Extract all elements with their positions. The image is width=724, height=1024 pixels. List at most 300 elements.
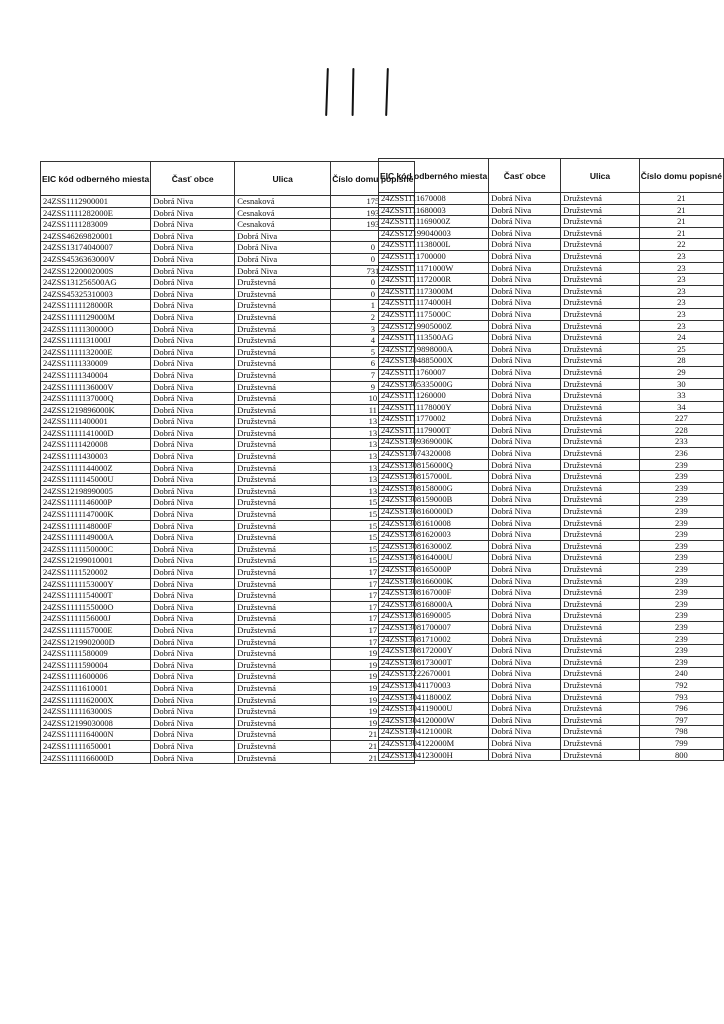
- table-row: [41, 242, 415, 254]
- cell-cislo-domu: 13: [331, 416, 415, 428]
- table-row: [379, 610, 724, 622]
- table-row: [41, 253, 415, 265]
- cell-cast-obce: Dobrá Niva: [151, 648, 235, 660]
- cell-cislo-domu: 19: [331, 706, 415, 718]
- table-row: [379, 250, 724, 262]
- table-body: [41, 196, 415, 764]
- cell-eic-code: 24ZSS1308164000U: [379, 552, 489, 564]
- header-cast-obce: Časť obce: [489, 159, 561, 193]
- cell-ulica: Družstevná: [235, 462, 331, 474]
- table-row: [41, 601, 415, 613]
- header-ulica: Ulica: [235, 162, 331, 196]
- cell-ulica: Družstevná: [561, 459, 640, 471]
- cell-ulica: Družstevná: [235, 659, 331, 671]
- cell-cast-obce: Dobrá Niva: [151, 543, 235, 555]
- cell-cast-obce: Dobrá Niva: [489, 645, 561, 657]
- table-row: [41, 706, 415, 718]
- cell-cast-obce: Dobrá Niva: [489, 378, 561, 390]
- cell-cast-obce: Dobrá Niva: [489, 494, 561, 506]
- table-row: [41, 740, 415, 752]
- cell-cast-obce: Dobrá Niva: [489, 390, 561, 402]
- table-row: [379, 285, 724, 297]
- cell-ulica: Družstevná: [235, 311, 331, 323]
- table-row: [379, 216, 724, 228]
- cell-ulica: Družstevná: [235, 427, 331, 439]
- cell-cast-obce: Dobrá Niva: [489, 274, 561, 286]
- cell-cislo-domu: 239: [639, 517, 723, 529]
- header-cislo: Číslo domu popisné: [331, 162, 415, 196]
- cell-cislo-domu: 10: [331, 393, 415, 405]
- cell-cislo-domu: 21: [639, 216, 723, 228]
- table-row: [379, 204, 724, 216]
- cell-cast-obce: Dobrá Niva: [151, 613, 235, 625]
- cell-cast-obce: Dobrá Niva: [489, 424, 561, 436]
- cell-eic-code: 24ZSS13222670001: [379, 668, 489, 680]
- cell-cislo-domu: 239: [639, 645, 723, 657]
- cell-cast-obce: Dobrá Niva: [489, 749, 561, 761]
- cell-cislo-domu: 5: [331, 346, 415, 358]
- cell-cislo-domu: 792: [639, 679, 723, 691]
- cell-eic-code: 24ZSS13081700007: [379, 621, 489, 633]
- cell-eic-code: 24ZSS1308160000D: [379, 506, 489, 518]
- cell-eic-code: 24ZSS1111166000D: [41, 752, 151, 764]
- table-row: [41, 485, 415, 497]
- cell-eic-code: 24ZSS4536363000V: [41, 253, 151, 265]
- table-row: [41, 196, 415, 208]
- table-row: [379, 564, 724, 576]
- table-row: [41, 381, 415, 393]
- cell-cast-obce: Dobrá Niva: [151, 369, 235, 381]
- header-ulica: Ulica: [561, 159, 640, 193]
- cell-ulica: Družstevná: [235, 624, 331, 636]
- cell-cast-obce: Dobrá Niva: [151, 740, 235, 752]
- cell-eic-code: 24ZSS1111260000: [379, 390, 489, 402]
- cell-cast-obce: Dobrá Niva: [151, 532, 235, 544]
- cell-cislo-domu: 17: [331, 624, 415, 636]
- cell-cislo-domu: 22: [639, 239, 723, 251]
- cell-ulica: Družstevná: [235, 578, 331, 590]
- cell-ulica: Družstevná: [235, 439, 331, 451]
- cell-cast-obce: Dobrá Niva: [151, 706, 235, 718]
- table-row: [379, 598, 724, 610]
- cell-ulica: Družstevná: [561, 343, 640, 355]
- cell-cislo-domu: 193: [331, 207, 415, 219]
- table-row: [379, 378, 724, 390]
- cell-ulica: Družstevná: [561, 564, 640, 576]
- cell-cislo-domu: 793: [639, 691, 723, 703]
- header-cast-obce: Časť obce: [151, 162, 235, 196]
- cell-eic-code: 24ZSS1111610001: [41, 682, 151, 694]
- table-row: [379, 262, 724, 274]
- cell-eic-code: 24ZSS1111147000K: [41, 509, 151, 521]
- cell-ulica: Družstevná: [235, 671, 331, 683]
- cell-eic-code: 24ZSS12198990005: [41, 485, 151, 497]
- cell-cislo-domu: 796: [639, 703, 723, 715]
- cell-eic-code: 24ZSS1111330009: [41, 358, 151, 370]
- table-row: [379, 297, 724, 309]
- table-row: [379, 227, 724, 239]
- table-row: [379, 726, 724, 738]
- cell-cast-obce: Dobrá Niva: [151, 196, 235, 208]
- cell-cast-obce: Dobrá Niva: [489, 401, 561, 413]
- cell-ulica: Družstevná: [561, 656, 640, 668]
- cell-eic-code: 24ZSS1111148000F: [41, 520, 151, 532]
- table-row: [379, 737, 724, 749]
- table-row: [41, 543, 415, 555]
- cell-cast-obce: Dobrá Niva: [489, 633, 561, 645]
- cell-cast-obce: Dobrá Niva: [489, 564, 561, 576]
- cell-cast-obce: Dobrá Niva: [489, 656, 561, 668]
- table-row: [41, 613, 415, 625]
- table-row: [41, 451, 415, 463]
- cell-eic-code: 24ZSS1111179000T: [379, 424, 489, 436]
- cell-eic-code: 24ZSS1308157000L: [379, 471, 489, 483]
- cell-cislo-domu: 0: [331, 277, 415, 289]
- cell-eic-code: 24ZSS1308173000T: [379, 656, 489, 668]
- cell-ulica: Družstevná: [235, 543, 331, 555]
- cell-ulica: Družstevná: [235, 451, 331, 463]
- cell-ulica: Družstevná: [561, 355, 640, 367]
- cell-eic-code: 24ZSS11111650001: [41, 740, 151, 752]
- table-row: [379, 517, 724, 529]
- cell-eic-code: 24ZSS1111169000Z: [379, 216, 489, 228]
- cell-ulica: Družstevná: [235, 729, 331, 741]
- cell-ulica: Družstevná: [235, 740, 331, 752]
- cell-cislo-domu: 13: [331, 474, 415, 486]
- cell-ulica: Družstevná: [561, 540, 640, 552]
- cell-ulica: Cesnaková: [235, 207, 331, 219]
- cell-ulica: Družstevná: [561, 448, 640, 460]
- table-row: [379, 552, 724, 564]
- cell-cast-obce: Dobrá Niva: [151, 694, 235, 706]
- cell-eic-code: 24ZSS1309369000K: [379, 436, 489, 448]
- cell-cislo-domu: 15: [331, 543, 415, 555]
- cell-cast-obce: Dobrá Niva: [151, 717, 235, 729]
- cell-eic-code: 24ZSS1304123000H: [379, 749, 489, 761]
- cell-cislo-domu: 19: [331, 694, 415, 706]
- cell-cast-obce: Dobrá Niva: [489, 239, 561, 251]
- cell-eic-code: 24ZSS1308159000B: [379, 494, 489, 506]
- cell-cast-obce: Dobrá Niva: [489, 204, 561, 216]
- table-row: [41, 369, 415, 381]
- cell-cast-obce: Dobrá Niva: [489, 471, 561, 483]
- cell-cast-obce: Dobrá Niva: [489, 308, 561, 320]
- cell-ulica: Družstevná: [561, 216, 640, 228]
- cell-eic-code: 24ZSS1111400001: [41, 416, 151, 428]
- cell-ulica: Družstevná: [561, 668, 640, 680]
- table-row: [379, 274, 724, 286]
- cell-ulica: Družstevná: [561, 703, 640, 715]
- cell-ulica: Družstevná: [561, 645, 640, 657]
- cell-cislo-domu: 13: [331, 485, 415, 497]
- cell-cislo-domu: 17: [331, 590, 415, 602]
- eic-table-right: [378, 158, 724, 761]
- cell-cast-obce: Dobrá Niva: [151, 601, 235, 613]
- cell-cast-obce: Dobrá Niva: [489, 250, 561, 262]
- cell-cislo-domu: 15: [331, 520, 415, 532]
- cell-eic-code: 24ZSS1304120000W: [379, 714, 489, 726]
- table-row: [41, 358, 415, 370]
- cell-cast-obce: Dobrá Niva: [489, 413, 561, 425]
- cell-eic-code: 24ZSS1111157000E: [41, 624, 151, 636]
- table-row: [379, 703, 724, 715]
- cell-eic-code: 24ZSS1111173000M: [379, 285, 489, 297]
- table-row: [41, 729, 415, 741]
- cell-ulica: Družstevná: [235, 358, 331, 370]
- table-row: [41, 323, 415, 335]
- table-row: [41, 590, 415, 602]
- cell-ulica: Družstevná: [235, 369, 331, 381]
- cell-ulica: Družstevná: [561, 436, 640, 448]
- cell-cast-obce: Dobrá Niva: [489, 668, 561, 680]
- cell-eic-code: 24ZSS13174040007: [41, 242, 151, 254]
- cell-eic-code: 24ZSS1219902000D: [41, 636, 151, 648]
- cell-eic-code: 24ZSS1111150000C: [41, 543, 151, 555]
- cell-cislo-domu: 239: [639, 621, 723, 633]
- cell-cast-obce: Dobrá Niva: [151, 265, 235, 277]
- cell-eic-code: 24ZSS1112900001: [41, 196, 151, 208]
- table-row: [41, 300, 415, 312]
- table-row: [41, 311, 415, 323]
- cell-cast-obce: Dobrá Niva: [151, 671, 235, 683]
- cell-eic-code: 24ZSS13081620003: [379, 529, 489, 541]
- cell-ulica: Družstevná: [561, 679, 640, 691]
- cell-cislo-domu: 23: [639, 308, 723, 320]
- cell-cast-obce: Dobrá Niva: [489, 320, 561, 332]
- table-row: [379, 645, 724, 657]
- cell-eic-code: 24ZSS1111163000S: [41, 706, 151, 718]
- table-row: [41, 532, 415, 544]
- cell-cast-obce: Dobrá Niva: [489, 610, 561, 622]
- cell-cislo-domu: 6: [331, 358, 415, 370]
- cell-ulica: Družstevná: [235, 346, 331, 358]
- cell-ulica: Družstevná: [235, 694, 331, 706]
- header-cislo: Číslo domu popisné: [639, 159, 723, 193]
- cell-ulica: Družstevná: [561, 598, 640, 610]
- cell-cislo-domu: 15: [331, 497, 415, 509]
- cell-eic-code: 24ZSS12199040003: [379, 227, 489, 239]
- cell-eic-code: 24ZSS1308166000K: [379, 575, 489, 587]
- cell-eic-code: 24ZSS1111590004: [41, 659, 151, 671]
- cell-eic-code: 24ZSS1111430003: [41, 451, 151, 463]
- cell-ulica: Družstevná: [561, 529, 640, 541]
- cell-ulica: Družstevná: [235, 509, 331, 521]
- cell-eic-code: 24ZSS1111282000E: [41, 207, 151, 219]
- cell-ulica: Družstevná: [235, 752, 331, 764]
- cell-cislo-domu: 19: [331, 659, 415, 671]
- cell-cast-obce: Dobrá Niva: [489, 598, 561, 610]
- table-row: [41, 230, 415, 242]
- cell-cislo-domu: 1: [331, 300, 415, 312]
- table-row: [41, 474, 415, 486]
- cell-ulica: Družstevná: [561, 285, 640, 297]
- table-row: [379, 448, 724, 460]
- cell-cislo-domu: 228: [639, 424, 723, 436]
- cell-ulica: Družstevná: [561, 424, 640, 436]
- cell-ulica: Družstevná: [235, 497, 331, 509]
- table-row: [41, 207, 415, 219]
- cell-cislo-domu: 239: [639, 506, 723, 518]
- table-row: [41, 636, 415, 648]
- cell-cislo-domu: 239: [639, 598, 723, 610]
- cell-ulica: Družstevná: [561, 413, 640, 425]
- cell-cislo-domu: 21: [331, 740, 415, 752]
- table-row: [41, 567, 415, 579]
- cell-ulica: Družstevná: [561, 193, 640, 205]
- cell-ulica: Družstevná: [235, 288, 331, 300]
- table-row: [41, 265, 415, 277]
- cell-cislo-domu: 799: [639, 737, 723, 749]
- table-row: [41, 624, 415, 636]
- header-eic: EIC kód odberného miesta: [41, 162, 151, 196]
- cell-cislo-domu: 193: [331, 219, 415, 231]
- cell-eic-code: 24ZSS1111136000V: [41, 381, 151, 393]
- cell-cislo-domu: 23: [639, 285, 723, 297]
- cell-cast-obce: Dobrá Niva: [489, 227, 561, 239]
- cell-ulica: Družstevná: [235, 601, 331, 613]
- cell-eic-code: 24ZSS1111340004: [41, 369, 151, 381]
- cell-cast-obce: Dobrá Niva: [489, 714, 561, 726]
- cell-cast-obce: Dobrá Niva: [151, 393, 235, 405]
- table-row: [379, 575, 724, 587]
- cell-cast-obce: Dobrá Niva: [151, 555, 235, 567]
- cell-cislo-domu: 7: [331, 369, 415, 381]
- cell-eic-code: 24ZSS1111680003: [379, 204, 489, 216]
- table-row: [379, 343, 724, 355]
- cell-cast-obce: Dobrá Niva: [151, 242, 235, 254]
- cell-ulica: Družstevná: [235, 474, 331, 486]
- table-row: [379, 540, 724, 552]
- table-row: [379, 668, 724, 680]
- cell-eic-code: 24ZSS1111178000Y: [379, 401, 489, 413]
- table-row: [41, 555, 415, 567]
- cell-eic-code: 24ZSS12199010001: [41, 555, 151, 567]
- cell-cislo-domu: 23: [639, 297, 723, 309]
- cell-cislo-domu: 797: [639, 714, 723, 726]
- cell-eic-code: 24ZSS1111600006: [41, 671, 151, 683]
- cell-eic-code: 24ZSS1111146000P: [41, 497, 151, 509]
- cell-ulica: Družstevná: [561, 390, 640, 402]
- cell-cislo-domu: 239: [639, 482, 723, 494]
- cell-cislo-domu: 23: [639, 274, 723, 286]
- cell-cislo-domu: 19: [331, 648, 415, 660]
- cell-ulica: Družstevná: [235, 300, 331, 312]
- cell-eic-code: 24ZSS1111132000E: [41, 346, 151, 358]
- cell-ulica: Družstevná: [235, 706, 331, 718]
- table-row: [41, 717, 415, 729]
- cell-cislo-domu: 23: [639, 320, 723, 332]
- table-row: [379, 749, 724, 761]
- cell-ulica: Družstevná: [561, 366, 640, 378]
- cell-cislo-domu: 17: [331, 636, 415, 648]
- cell-ulica: Družstevná: [561, 621, 640, 633]
- table-row: [41, 648, 415, 660]
- cell-eic-code: 24ZSS1111770002: [379, 413, 489, 425]
- cell-eic-code: 24ZSS1111171000W: [379, 262, 489, 274]
- cell-eic-code: 24ZSS1308165000P: [379, 564, 489, 576]
- cell-cast-obce: Dobrá Niva: [151, 416, 235, 428]
- cell-ulica: Cesnaková: [235, 219, 331, 231]
- cell-cast-obce: Dobrá Niva: [489, 436, 561, 448]
- cell-ulica: Družstevná: [561, 239, 640, 251]
- cell-eic-code: 24ZSS1111138000L: [379, 239, 489, 251]
- table-body: [379, 193, 724, 761]
- table-header: [379, 159, 724, 193]
- cell-cast-obce: Dobrá Niva: [489, 679, 561, 691]
- handwritten-marks: [318, 68, 398, 118]
- cell-eic-code: 24ZSS1305335000G: [379, 378, 489, 390]
- cell-cislo-domu: 239: [639, 459, 723, 471]
- cell-cislo-domu: 239: [639, 529, 723, 541]
- cell-ulica: Družstevná: [235, 590, 331, 602]
- cell-cislo-domu: 239: [639, 587, 723, 599]
- table-row: [41, 682, 415, 694]
- cell-ulica: Družstevná: [561, 332, 640, 344]
- cell-ulica: Družstevná: [235, 335, 331, 347]
- cell-cast-obce: Dobrá Niva: [489, 506, 561, 518]
- table-row: [41, 752, 415, 764]
- table-row: [379, 308, 724, 320]
- cell-eic-code: 24ZSS1111131000J: [41, 335, 151, 347]
- cell-cislo-domu: 21: [331, 752, 415, 764]
- cell-ulica: Družstevná: [561, 726, 640, 738]
- cell-cast-obce: Dobrá Niva: [151, 323, 235, 335]
- cell-cislo-domu: 3: [331, 323, 415, 335]
- cell-ulica: Družstevná: [561, 401, 640, 413]
- cell-eic-code: 24ZSS13081610008: [379, 517, 489, 529]
- table-row: [379, 332, 724, 344]
- cell-cast-obce: Dobrá Niva: [489, 262, 561, 274]
- cell-eic-code: 24ZSS1304118000Z: [379, 691, 489, 703]
- cell-eic-code: 24ZSS1111760007: [379, 366, 489, 378]
- cell-ulica: Družstevná: [235, 520, 331, 532]
- cell-ulica: Družstevná: [561, 691, 640, 703]
- cell-ulica: Družstevná: [561, 714, 640, 726]
- cell-eic-code: 24ZSS46269820001: [41, 230, 151, 242]
- cell-eic-code: 24ZSS131256500AG: [41, 277, 151, 289]
- cell-cislo-domu: 17: [331, 567, 415, 579]
- table-row: [379, 390, 724, 402]
- cell-eic-code: 24ZSS1304119000U: [379, 703, 489, 715]
- cell-eic-code: 24ZSS1111153000Y: [41, 578, 151, 590]
- table-row: [41, 416, 415, 428]
- cell-ulica: Družstevná: [561, 587, 640, 599]
- header-eic: EIC kód odberného miesta: [379, 159, 489, 193]
- cell-ulica: Družstevná: [235, 613, 331, 625]
- cell-cislo-domu: 19: [331, 671, 415, 683]
- table-row: [41, 288, 415, 300]
- cell-cislo-domu: 21: [331, 729, 415, 741]
- cell-ulica: Družstevná: [235, 567, 331, 579]
- cell-cislo-domu: 15: [331, 555, 415, 567]
- cell-cast-obce: Dobrá Niva: [151, 381, 235, 393]
- cell-cislo-domu: 19: [331, 682, 415, 694]
- cell-cislo-domu: 239: [639, 575, 723, 587]
- cell-ulica: Dobrá Niva: [235, 242, 331, 254]
- cell-ulica: Družstevná: [561, 610, 640, 622]
- cell-cast-obce: Dobrá Niva: [151, 752, 235, 764]
- cell-cislo-domu: 13: [331, 451, 415, 463]
- cell-cast-obce: Dobrá Niva: [151, 578, 235, 590]
- cell-cast-obce: Dobrá Niva: [151, 427, 235, 439]
- cell-eic-code: 24ZSS1111164000N: [41, 729, 151, 741]
- cell-ulica: Družstevná: [235, 404, 331, 416]
- cell-eic-code: 24ZSS1111154000T: [41, 590, 151, 602]
- cell-cast-obce: Dobrá Niva: [489, 459, 561, 471]
- cell-ulica: Družstevná: [235, 277, 331, 289]
- cell-cast-obce: Dobrá Niva: [151, 300, 235, 312]
- table-header: [41, 162, 415, 196]
